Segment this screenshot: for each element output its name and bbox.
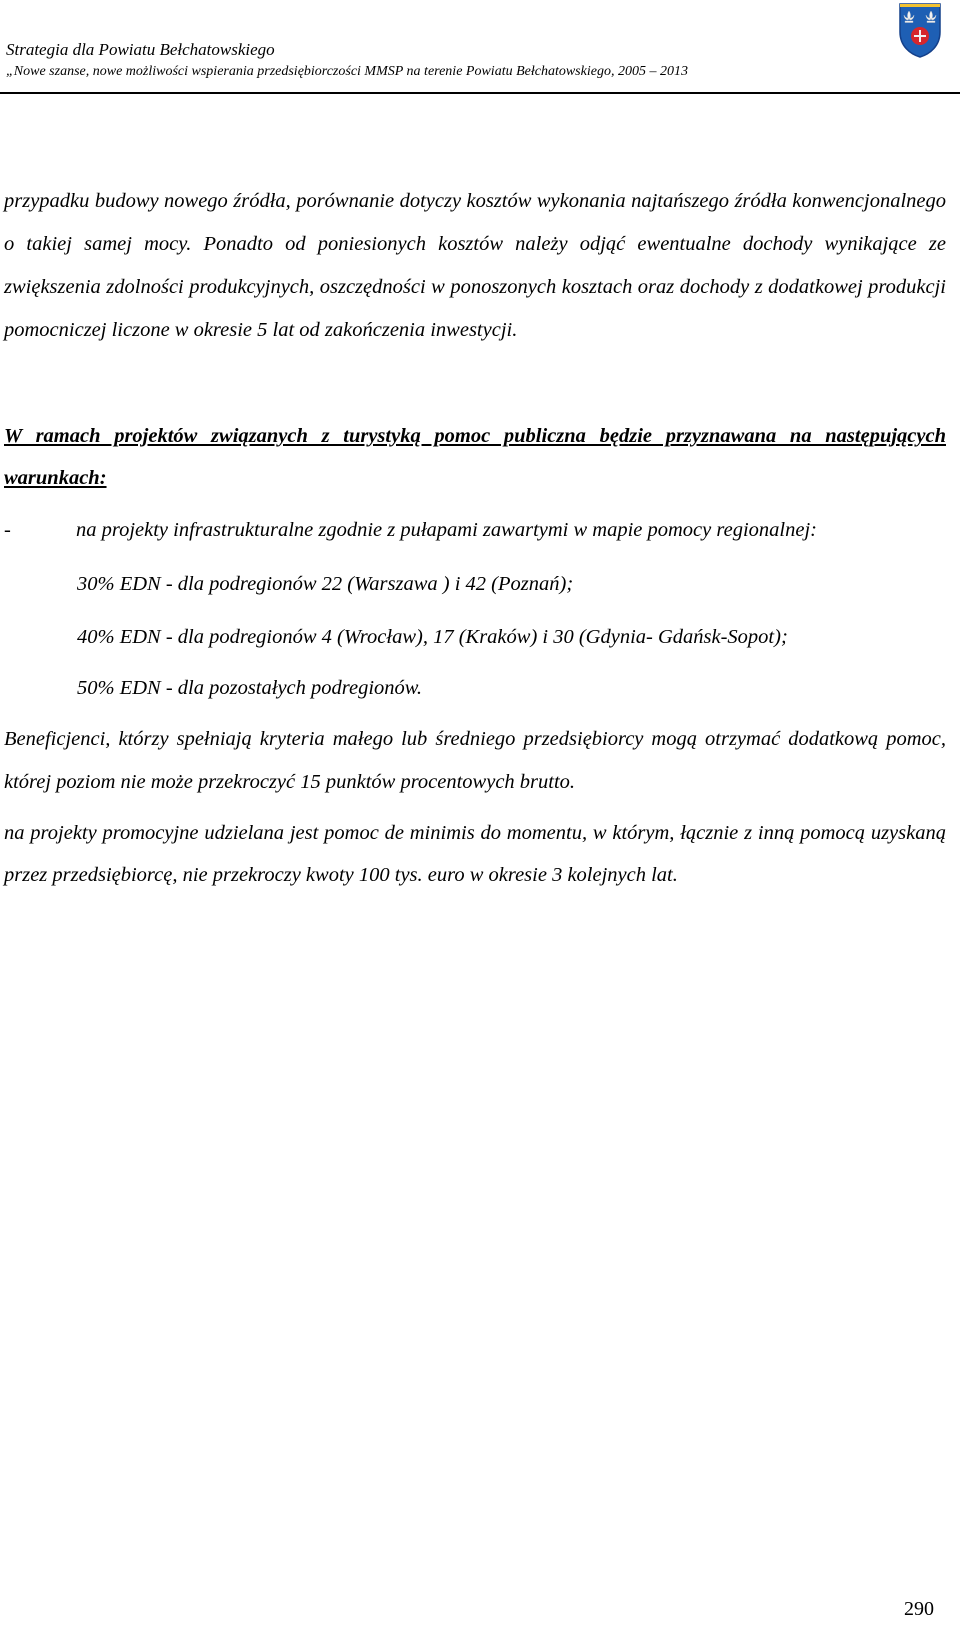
coat-of-arms-icon bbox=[898, 2, 942, 58]
aid-limit-30: 30% EDN - dla podregionów 22 (Warszawa ) i 42 (Poznań); bbox=[77, 573, 574, 595]
aid-limit-40: 40% EDN - dla podregionów 4 (Wrocław), 17 (Kraków) i 30 (Gdynia- Gdańsk-Sopot); bbox=[77, 626, 788, 648]
document-subtitle: „Nowe szanse, nowe możliwości wspierania przedsiębiorczości MMSP na terenie Powiatu Bełchatowskiego, 2005 – 2013 bbox=[6, 64, 688, 79]
section-heading-tourism: W ramach projektów związanych z turystyką pomoc publiczna będzie przyznawana na następujących warunkach: bbox=[4, 425, 946, 489]
document-title: Strategia dla Powiatu Bełchatowskiego bbox=[6, 40, 275, 59]
bullet-text: na projekty infrastrukturalne zgodnie z pułapami zawartymi w mapie pomocy regionalnej: bbox=[76, 519, 817, 541]
aid-limit-50: 50% EDN - dla pozostałych podregionów. bbox=[77, 677, 423, 699]
page-body bbox=[4, 180, 946, 896]
paragraph-beneficiaries: Beneficjenci, którzy spełniają kryteria małego lub średniego przedsiębiorcy mogą otrzymać dodatkową pomoc, której poziom nie może przekroczyć 15 punktów procentowych brutto. bbox=[4, 728, 946, 793]
page-header bbox=[0, 0, 960, 96]
paragraph-de-minimis: na projekty promocyjne udzielana jest pomoc de minimis do momentu, w którym, łącznie z inną pomocą uzyskaną przez przedsiębiorcę, nie przekroczy kwoty 100 tys. euro w okresie 3 kolejnych lat. bbox=[4, 822, 946, 886]
header-divider bbox=[0, 92, 960, 94]
page-number: 290 bbox=[904, 1598, 934, 1620]
bullet-dash: - bbox=[4, 519, 11, 541]
bullet-infrastructure bbox=[4, 509, 946, 551]
paragraph-cost-comparison: przypadku budowy nowego źródła, porównanie dotyczy kosztów wykonania najtańszego źródła konwencjonalnego o takiej samej mocy. Ponadto od poniesionych kosztów należy odjąć ewentualne dochody wynikające ze zwiększenia zdolności produkcyjnych, oszczędności w ponoszonych kosztach oraz dochody z dodatkowej produkcji pomocniczej liczone w okresie 5 lat od zakończenia inwestycji. bbox=[4, 190, 946, 341]
